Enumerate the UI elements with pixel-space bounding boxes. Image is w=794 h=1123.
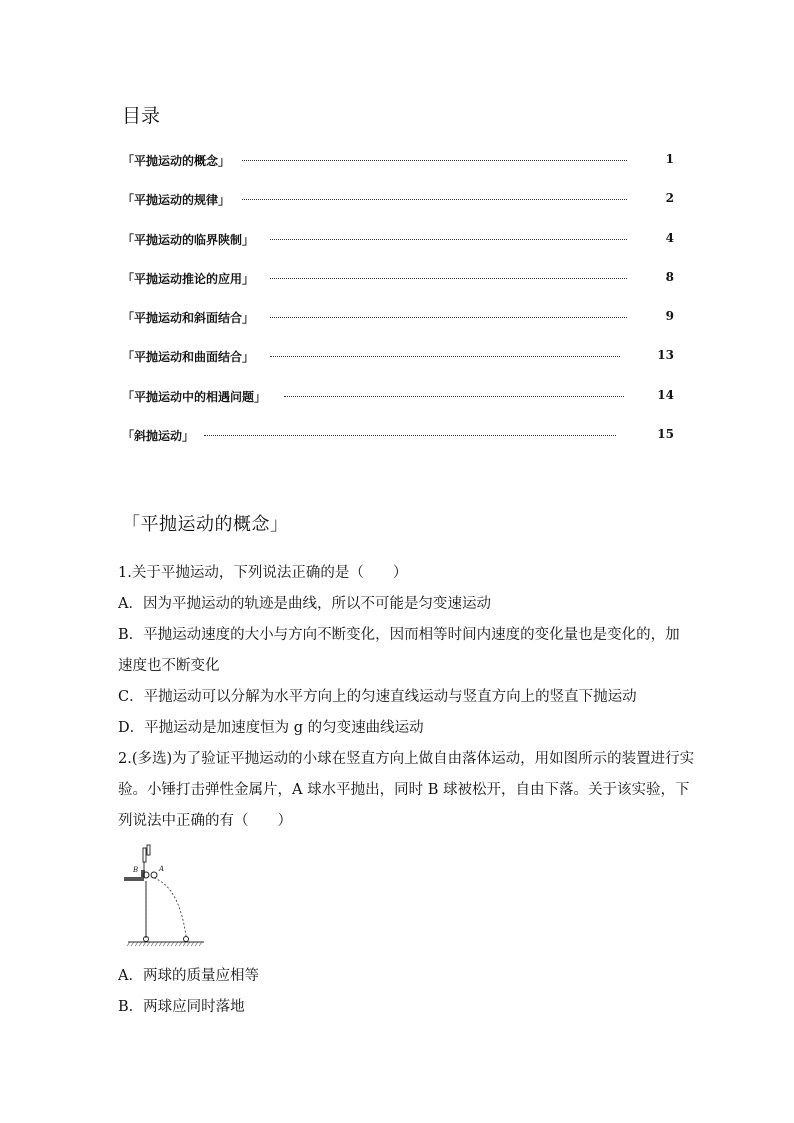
toc-entry-label: 「平抛运动和曲面结合」 [122,350,255,365]
toc-entry[interactable] [122,305,678,344]
toc-entry-label: 「平抛运动和斜面结合」 [122,311,255,326]
toc-leader [270,239,627,240]
toc-entry-label: 「平抛运动中的相遇问题」 [122,389,267,404]
question-2-stem-cont: 验。小锤打击弹性金属片，A 球水平抛出，同时 B 球被松开，自由下落。关于该实验，下 [118,782,690,798]
question-1-option-a: A．因为平抛运动的轨迹是曲线，所以不可能是匀变速运动 [118,596,491,612]
toc-entry-page: 1 [665,152,674,166]
toc-entry-page: 2 [665,191,674,206]
toc-entry-page: 14 [657,387,674,402]
toc-leader [284,396,624,397]
toc-entry-label: 「平抛运动的临界陕制」 [122,232,255,247]
toc-leader [270,356,620,357]
toc-leader [270,317,627,318]
toc-leader [270,278,627,279]
toc-entry-page: 9 [665,309,674,324]
question-2-option-b: B．两球应同时落地 [118,999,245,1015]
question-1-option-b-cont: 速度也不断变化 [118,658,220,674]
question-1-option-c: C．平抛运动可以分解为水平方向上的匀速直线运动与竖直方向上的竖直下抛运动 [118,689,637,705]
toc-entry-label: 「平抛运动的规律」 [122,193,231,208]
toc-entry[interactable] [122,187,678,226]
toc-leader [242,160,627,161]
question-1-option-d: D．平抛运动是加速度恒为 g 的匀变速曲线运动 [118,720,424,736]
toc-entry-label: 「平抛运动推论的应用」 [122,271,255,286]
question-2-stem-end: 列说法中正确的有（ ） [118,813,292,829]
toc-entry-page: 15 [657,427,674,442]
toc-entry-label: 「平抛运动的概念」 [122,154,231,168]
experiment-apparatus-figure [124,842,206,948]
toc-title: 目录 [122,105,161,127]
question-2-option-a: A．两球的质量应相等 [118,968,259,984]
toc-entry[interactable] [122,227,678,266]
question-1-option-b: B．平抛运动速度的大小与方向不断变化，因而相等时间内速度的变化量也是变化的，加 [118,627,680,643]
section-title: 「平抛运动的概念」 [122,514,289,535]
toc-entry[interactable] [122,384,678,423]
toc-entry[interactable] [122,344,678,383]
toc-entry-page: 13 [657,348,674,363]
toc-entry[interactable] [122,266,678,305]
toc-entry[interactable] [122,148,678,187]
toc-entry-page: 4 [665,230,674,245]
toc-entry-label: 「斜抛运动」 [122,429,195,444]
question-2-stem: 2.(多选)为了验证平抛运动的小球在竖直方向上做自由落体运动，用如图所示的装置进行实 [118,751,695,767]
ball-b-label: B [133,866,139,874]
toc-entry-page: 8 [665,269,674,284]
table-of-contents [122,148,678,462]
toc-leader [204,435,616,436]
ball-a-label: A [159,865,165,873]
toc-leader [242,199,627,200]
toc-entry[interactable] [122,423,678,462]
question-1-stem: 1.关于平抛运动，下列说法正确的是（ ） [118,565,408,581]
